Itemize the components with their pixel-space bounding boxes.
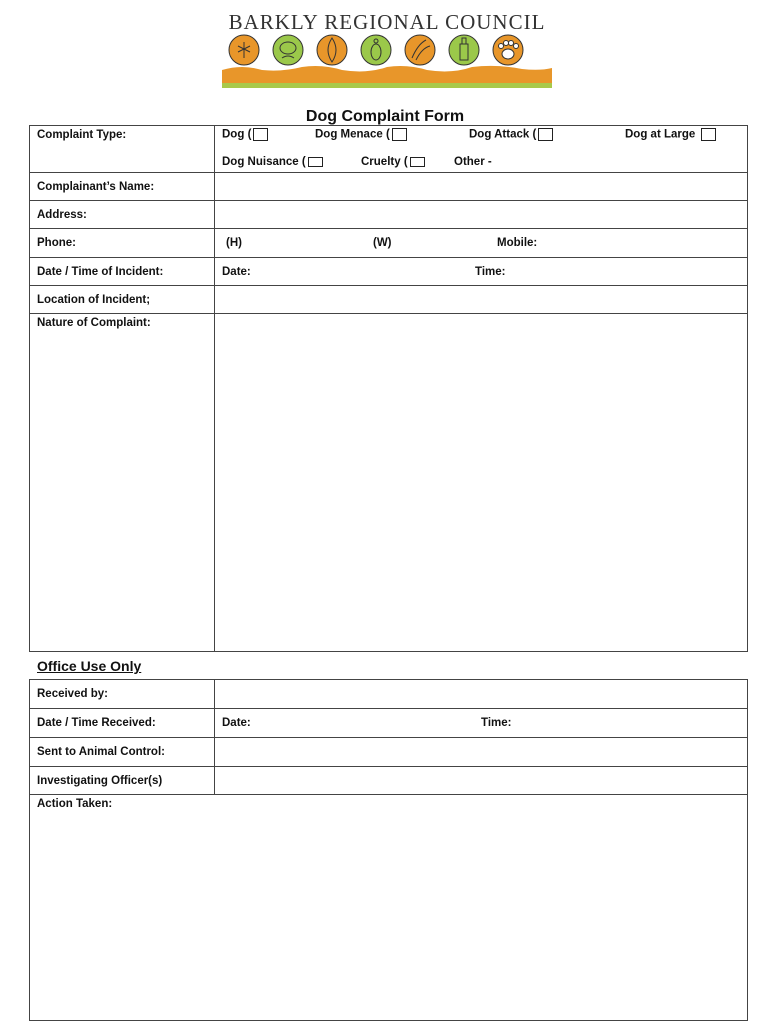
office-use-heading: Office Use Only (37, 658, 142, 674)
datetime-received-field[interactable] (215, 709, 748, 738)
action-taken-label: Action Taken: (37, 798, 113, 810)
option-dog-menace-label: Dog Menace (315, 128, 383, 141)
received-by-label: Received by: (30, 680, 215, 709)
nature-of-complaint-label: Nature of Complaint: (30, 314, 215, 652)
incident-datetime-field[interactable] (215, 258, 748, 286)
dog-attack-checkbox[interactable] (538, 128, 553, 141)
dog-menace-checkbox[interactable] (392, 128, 407, 141)
received-time-label: Time: (481, 717, 512, 729)
address-field[interactable] (215, 201, 748, 229)
phone-field[interactable] (215, 229, 748, 258)
received-date-label: Date: (222, 717, 251, 729)
complaint-table (29, 125, 748, 652)
logo-circle-bottle-icon (449, 35, 479, 65)
logo-circle-leaf-icon (317, 35, 347, 65)
option-dog-nuisance[interactable]: Dog Nuisance ( (222, 156, 323, 168)
incident-date-label: Date: (222, 265, 251, 278)
logo-strip (222, 83, 552, 88)
logo-circle-footprint-icon (361, 35, 391, 65)
option-dog[interactable]: Dog ( (222, 128, 268, 141)
complainant-name-label: Complainant’s Name: (30, 173, 215, 201)
complainant-name-field[interactable] (215, 173, 748, 201)
sent-to-animal-control-label: Sent to Animal Control: (30, 738, 215, 767)
phone-label: Phone: (30, 229, 215, 258)
received-by-field[interactable] (215, 680, 748, 709)
option-dog-at-large-label: Dog at Large (625, 128, 696, 141)
dog-checkbox[interactable] (253, 128, 268, 141)
incident-datetime-label: Date / Time of Incident: (30, 258, 215, 286)
option-cruelty[interactable]: Cruelty ( (361, 156, 425, 168)
dog-nuisance-checkbox[interactable] (308, 157, 323, 167)
option-other-label: Other - (454, 156, 492, 168)
form-title: Dog Complaint Form (305, 108, 465, 125)
phone-home-label: (H) (226, 237, 242, 249)
investigating-officer-label: Investigating Officer(s) (30, 767, 215, 795)
incident-location-label: Location of Incident; (30, 286, 215, 314)
complaint-type-options (215, 126, 748, 173)
option-cruelty-label: Cruelty (361, 156, 401, 168)
option-dog-menace[interactable]: Dog Menace ( (315, 128, 407, 141)
logo-circle-feathers-icon (405, 35, 435, 65)
datetime-received-label: Date / Time Received: (30, 709, 215, 738)
option-dog-nuisance-label: Dog Nuisance (222, 156, 299, 168)
organisation-name: BARKLY REGIONAL COUNCIL (228, 10, 546, 34)
dog-at-large-checkbox[interactable] (701, 128, 716, 141)
option-dog-attack[interactable]: Dog Attack ( (469, 128, 553, 141)
option-dog-at-large[interactable] (625, 128, 716, 141)
incident-location-field[interactable] (215, 286, 748, 314)
address-label: Address: (30, 201, 215, 229)
option-other[interactable] (454, 156, 492, 168)
logo-circle-flower-icon (229, 35, 259, 65)
phone-work-label: (W) (373, 237, 392, 249)
logo-ground (222, 66, 552, 84)
council-logo (222, 34, 552, 90)
incident-time-label: Time: (475, 265, 506, 278)
nature-of-complaint-field[interactable] (215, 314, 748, 652)
option-dog-attack-label: Dog Attack (469, 128, 530, 141)
logo-circle-paw-icon (493, 35, 523, 65)
complaint-type-label: Complaint Type: (30, 126, 215, 173)
phone-mobile-label: Mobile: (497, 237, 538, 249)
sent-to-animal-control-field[interactable] (215, 738, 748, 767)
cruelty-checkbox[interactable] (410, 157, 425, 167)
option-dog-label: Dog (222, 128, 245, 141)
office-use-table (29, 679, 748, 1021)
logo-circle-eggs-icon (273, 35, 303, 65)
action-taken-field[interactable] (30, 795, 748, 1021)
investigating-officer-field[interactable] (215, 767, 748, 795)
